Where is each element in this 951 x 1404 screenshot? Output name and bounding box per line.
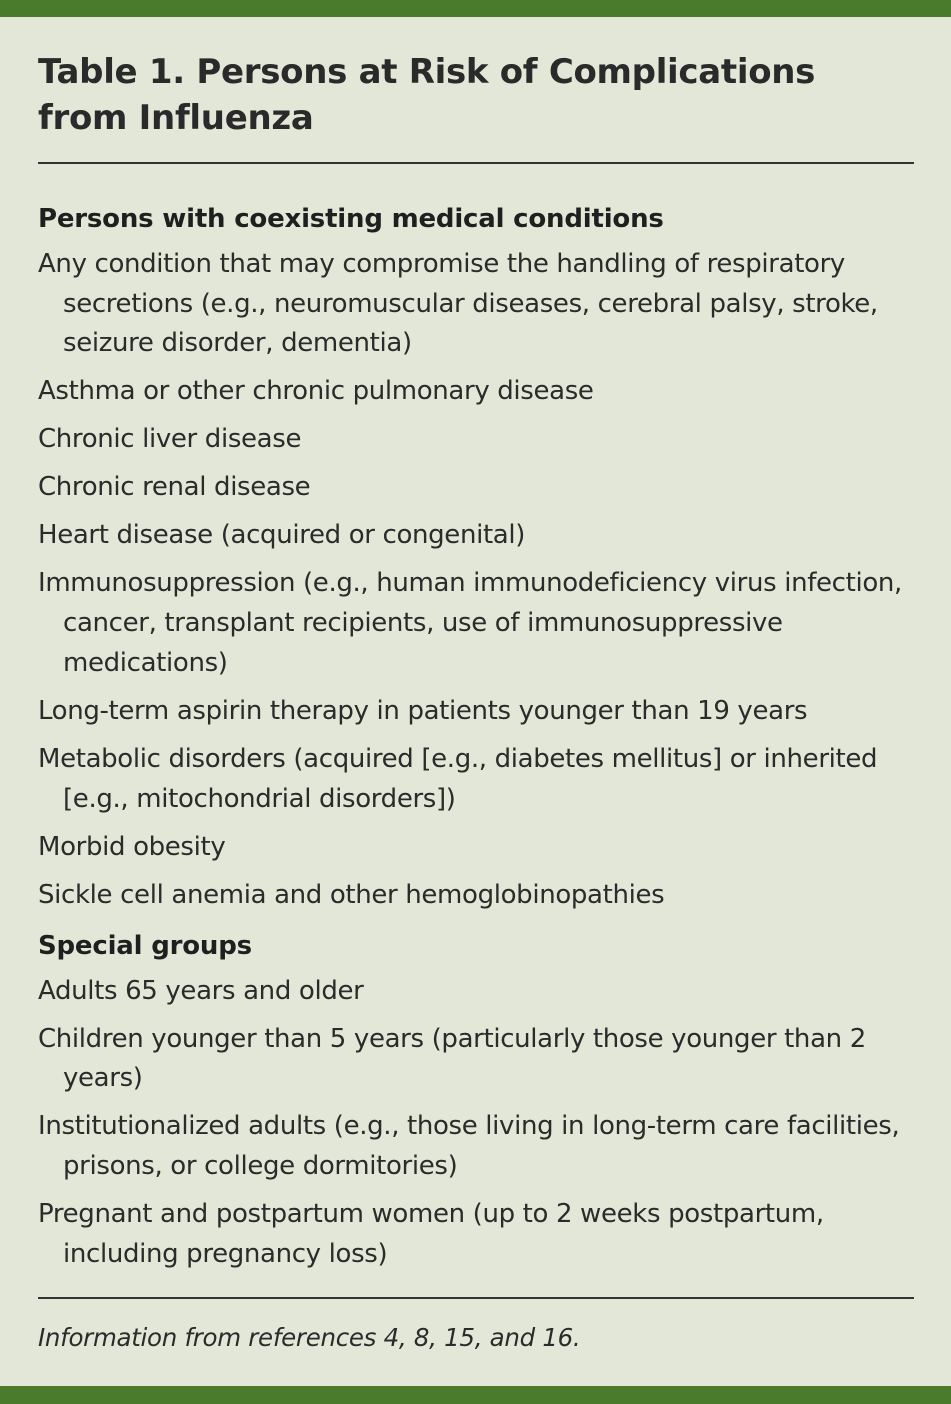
list-item: Adults 65 years and older [38, 975, 364, 1006]
list-item: Morbid obesity [38, 831, 226, 862]
top-accent-bar [0, 0, 951, 17]
section-coexisting-conditions [38, 197, 918, 915]
section-heading: Persons with coexisting medical conditions [38, 204, 664, 234]
list-item: Heart disease (acquired or congenital) [38, 520, 526, 551]
list-item: Any condition that may compromise the handling of respiratory secretions (e.g., neuromuscular diseases, cerebral palsy, stroke, seizure disorder, dementia) [38, 249, 878, 359]
list-item: Institutionalized adults (e.g., those living in long-term care facilities, prisons, or college dormitories) [38, 1111, 900, 1181]
section-heading: Special groups [38, 930, 252, 961]
list-item: Long-term aspirin therapy in patients younger than 19 years [38, 695, 808, 726]
list-item: Metabolic disorders (acquired [e.g., diabetes mellitus] or inherited [e.g., mitochondrial disorders]) [38, 743, 878, 814]
table-body [38, 197, 918, 1283]
title-divider [38, 162, 914, 164]
table-title: Table 1. Persons at Risk of Complications from Influenza [38, 52, 816, 138]
bottom-accent-bar [0, 1386, 951, 1404]
list-item: Chronic liver disease [38, 424, 302, 455]
list-item: Asthma or other chronic pulmonary disease [38, 376, 594, 407]
footnote-divider [38, 1297, 914, 1299]
list-item: Children younger than 5 years (particularly those younger than 2 years) [38, 1023, 866, 1094]
footnote: Information from references 4, 8, 15, and 16. [38, 1323, 581, 1352]
list-item: Sickle cell anemia and other hemoglobinopathies [38, 879, 665, 910]
section-special-groups [38, 924, 918, 1275]
list-item: Immunosuppression (e.g., human immunodeficiency virus infection, cancer, transplant recipients, use of immunosuppressive medications) [38, 568, 902, 678]
list-item: Pregnant and postpartum women (up to 2 weeks postpartum, including pregnancy loss) [38, 1198, 824, 1269]
list-item: Chronic renal disease [38, 472, 311, 503]
